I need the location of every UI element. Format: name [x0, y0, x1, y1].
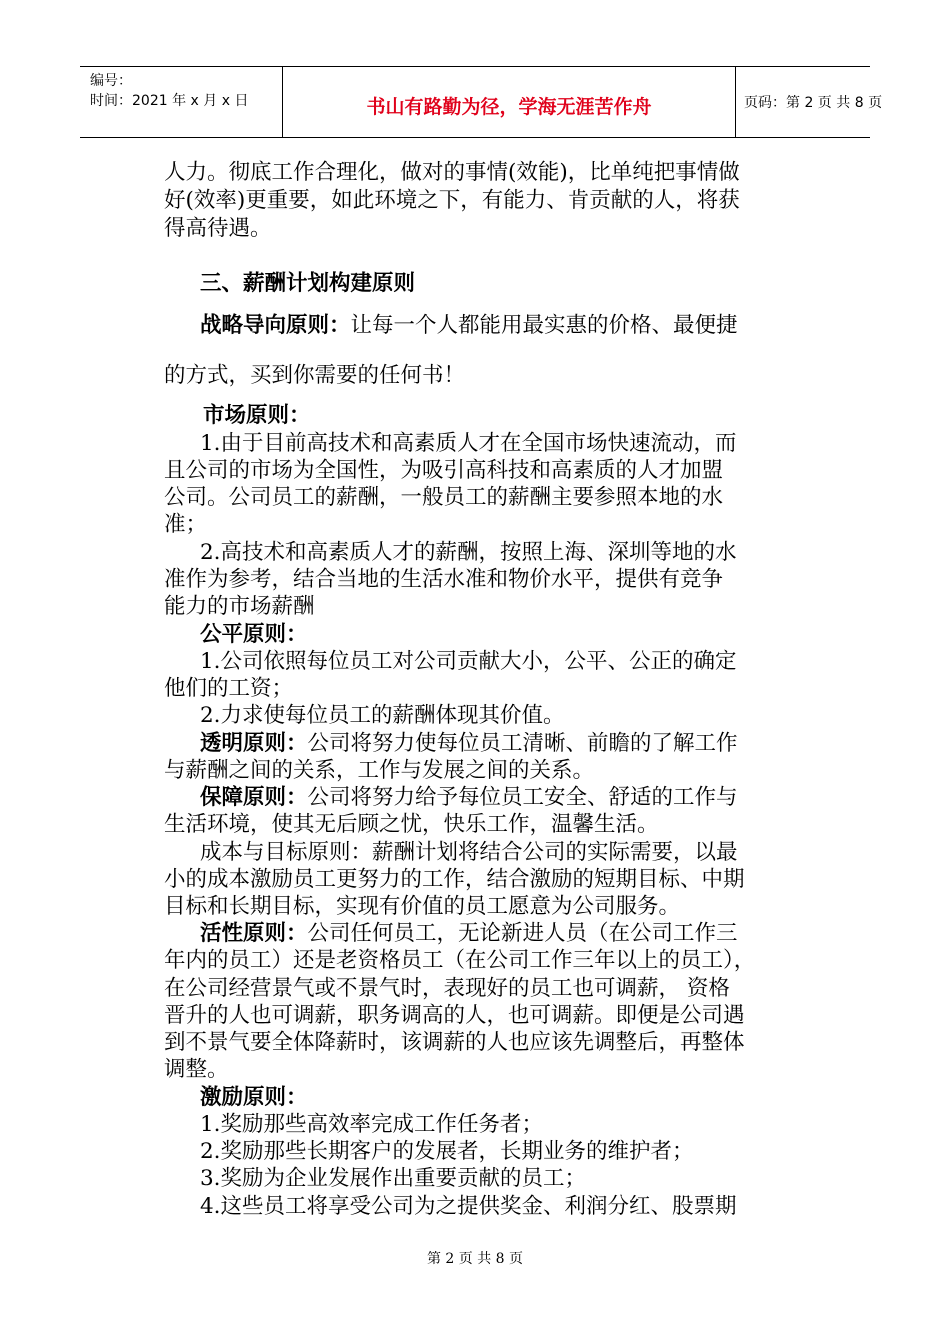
document-date-label: 时间：2021 年 x 月 x 日 — [90, 93, 249, 109]
header-motto: 书山有路勤为径，学海无涯苦作舟 — [366, 96, 652, 118]
fairness-principle-label: 公平原则： — [200, 622, 308, 647]
section-heading: 三、薪酬计划构建原则 — [200, 271, 416, 296]
paragraph-line: 人力。彻底工作合理化，做对的事情(效能)，比单纯把事情做 — [164, 160, 740, 185]
paragraph-line: 1.公司依照每位员工对公司贡献大小，公平、公正的确定 — [200, 649, 737, 674]
paragraph-line: 晋升的人也可调薪，职务调高的人，也可调薪。即便是公司遇 — [164, 1003, 745, 1028]
paragraph-line: 公司。公司员工的薪酬，一般员工的薪酬主要参照本地的水 — [164, 485, 724, 510]
flexibility-principle-line — [200, 921, 738, 947]
page-header — [80, 66, 883, 138]
security-principle-line — [200, 785, 738, 811]
transparency-principle-line — [200, 731, 738, 757]
flexibility-principle-label: 活性原则： — [200, 921, 308, 946]
document-number-label: 编号： — [90, 73, 132, 89]
paragraph-line: 准； — [164, 512, 208, 537]
paragraph-line: 与薪酬之间的关系，工作与发展之间的关系。 — [164, 758, 595, 783]
flexibility-principle-text: 公司任何员工，无论新进人员（在公司工作三 — [307, 921, 738, 946]
paragraph-line: 1.由于目前高技术和高素质人才在全国市场快速流动，而 — [200, 431, 737, 456]
header-motto-cell — [283, 67, 736, 137]
paragraph-line: 3.奖励为企业发展作出重要贡献的员工； — [200, 1166, 587, 1191]
paragraph-line: 4.这些员工将享受公司为之提供奖金、利润分红、股票期 — [200, 1194, 737, 1219]
paragraph-line: 1.奖励那些高效率完成工作任务者； — [200, 1112, 544, 1137]
header-meta-cell — [80, 67, 283, 137]
header-page-label: 页码：第 2 页 共 8 页 — [744, 95, 883, 111]
security-principle-text: 公司将努力给予每位员工安全、舒适的工作与 — [307, 785, 738, 810]
paragraph-line: 生活环境，使其无后顾之忧，快乐工作，温馨生活。 — [164, 812, 659, 837]
paragraph-line: 成本与目标原则：薪酬计划将结合公司的实际需要，以最 — [200, 840, 738, 865]
page-footer: 第 2 页 共 8 页 — [426, 1251, 524, 1267]
paragraph-line: 能力的市场薪酬 — [164, 594, 315, 619]
strategy-principle-label: 战略导向原则： — [200, 313, 351, 338]
paragraph-line: 且公司的市场为全国性，为吸引高科技和高素质的人才加盟 — [164, 458, 724, 483]
paragraph-line: 准作为参考，结合当地的生活水准和物价水平，提供有竞争 — [164, 567, 724, 592]
strategy-principle-text: 让每一个人都能用最实惠的价格、最便捷 — [350, 313, 738, 338]
paragraph-line: 好(效率)更重要，如此环境之下，有能力、肯贡献的人，将获 — [164, 188, 740, 213]
paragraph-line: 调整。 — [164, 1057, 229, 1082]
transparency-principle-label: 透明原则： — [200, 731, 308, 756]
paragraph-line: 在公司经营景气或不景气时，表现好的员工也可调薪， 资格 — [164, 976, 730, 1001]
strategy-principle-line — [200, 313, 738, 339]
transparency-principle-text: 公司将努力使每位员工清晰、前瞻的了解工作 — [307, 731, 738, 756]
incentive-principle-label: 激励原则： — [200, 1085, 308, 1110]
security-principle-label: 保障原则： — [200, 785, 308, 810]
paragraph-line: 到不景气要全体降薪时，该调薪的人也应该先调整后，再整体 — [164, 1030, 745, 1055]
header-page-cell — [736, 67, 883, 137]
paragraph-line: 目标和长期目标，实现有价值的员工愿意为公司服务。 — [164, 894, 681, 919]
paragraph-line: 的方式，买到你需要的任何书！ — [164, 363, 466, 388]
paragraph-line: 小的成本激励员工更努力的工作，结合激励的短期目标、中期 — [164, 867, 745, 892]
paragraph-line: 年内的员工）还是老资格员工（在公司工作三年以上的员工）， — [164, 948, 756, 973]
paragraph-line: 2.力求使每位员工的薪酬体现其价值。 — [200, 703, 565, 728]
paragraph-line: 2.高技术和高素质人才的薪酬，按照上海、深圳等地的水 — [200, 540, 737, 565]
paragraph-line: 2.奖励那些长期客户的发展者，长期业务的维护者； — [200, 1139, 694, 1164]
paragraph-line: 得高待遇。 — [164, 216, 272, 241]
market-principle-label: 市场原则： — [203, 403, 311, 428]
paragraph-line: 他们的工资； — [164, 676, 294, 701]
